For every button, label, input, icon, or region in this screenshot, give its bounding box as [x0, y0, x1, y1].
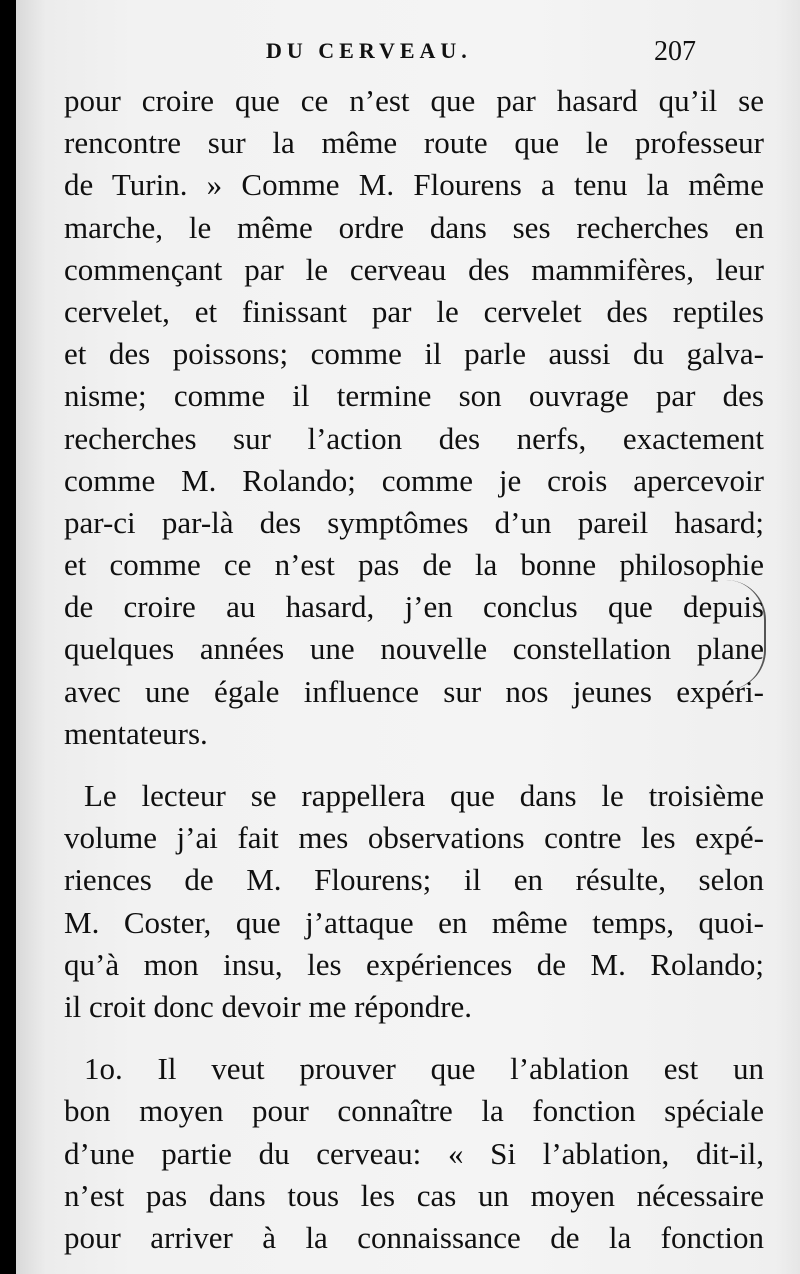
book-page [16, 0, 800, 1274]
text-line: qu’à mon insu, les expériences de M. Rolando; [64, 946, 764, 982]
text-line: et des poissons; comme il parle aussi du galva- [64, 336, 764, 372]
paragraph-3 [64, 1048, 764, 1259]
text-line: avec une égale influence sur nos jeunes expéri- [64, 673, 764, 709]
text-line: par-ci par-là des symptômes d’un pareil hasard; [64, 504, 764, 540]
text-line: 1o. Il veut prouver que l’ablation est un [84, 1051, 764, 1087]
text-line: et comme ce n’est pas de la bonne philosophie [64, 547, 764, 583]
text-line: quelques années une nouvelle constellation plane [64, 631, 764, 667]
paragraph-2 [64, 775, 764, 1028]
text-line: mentateurs. [64, 715, 208, 751]
text-line: bon moyen pour connaître la fonction spéciale [64, 1093, 764, 1129]
text-line: nisme; comme il termine son ouvrage par des [64, 378, 764, 414]
text-line: Le lecteur se rappellera que dans le troisième [84, 778, 764, 813]
text-line: volume j’ai fait mes observations contre les expé- [64, 820, 764, 856]
text-line: de Turin. » Comme M. Flourens a tenu la même [64, 167, 764, 203]
text-line: d’une partie du cerveau: « Si l’ablation, dit-il, [64, 1135, 764, 1171]
text-line: commençant par le cerveau des mammifères, leur [64, 251, 764, 287]
paragraph-1 [64, 80, 764, 755]
text-line: rencontre sur la même route que le professeur [64, 125, 764, 161]
page-number: 207 [654, 36, 696, 67]
text-line: n’est pas dans tous les cas un moyen nécessaire [64, 1177, 764, 1213]
text-line: recherches sur l’action des nerfs, exactement [64, 420, 764, 456]
running-head: DU CERVEAU. [266, 38, 472, 63]
text-line: pour croire que ce n’est que par hasard qu’il se [64, 83, 764, 118]
text-line: de croire au hasard, j’en conclus que depuis [64, 589, 764, 625]
text-line: il croit donc devoir me répondre. [64, 988, 473, 1024]
text-line: M. Coster, que j’attaque en même temps, quoi- [64, 904, 764, 940]
paragraph-gap [64, 755, 764, 775]
text-line: riences de M. Flourens; il en résulte, selon [64, 862, 764, 898]
text-line: marche, le même ordre dans ses recherches en [64, 209, 764, 245]
text-line: cervelet, et finissant par le cervelet des reptiles [64, 293, 764, 329]
text-line: comme M. Rolando; comme je crois apercevoir [64, 462, 764, 498]
body-text [64, 80, 764, 1259]
paragraph-gap [64, 1028, 764, 1048]
text-line: pour arriver à la connaissance de la fonction [64, 1219, 764, 1255]
